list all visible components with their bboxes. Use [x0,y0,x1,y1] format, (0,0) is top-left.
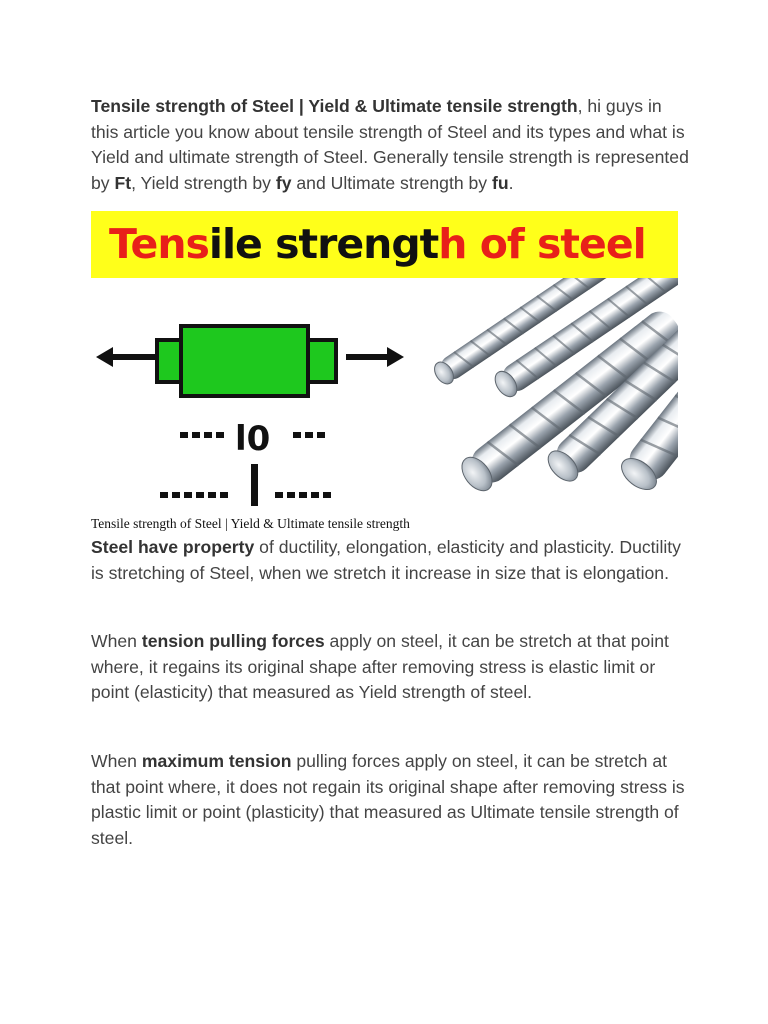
banner-title-part-1: Tens [109,220,209,268]
elongated-length-marks [160,464,331,506]
steel-rebars-image [426,278,678,514]
steel-property-paragraph [91,535,691,586]
banner-title-part-3: h of steel [438,220,646,268]
max-tension-text-0: When [91,751,142,771]
specimen-icon [157,326,336,396]
intro-text-3: and Ultimate strength by [291,172,492,193]
article-title-bold: Tensile strength of Steel | Yield & Ultimate tensile strength [91,96,578,116]
ft-symbol: Ft [114,172,132,193]
tensile-diagram [91,278,678,514]
intro-text-2: , Yield strength by [131,172,276,193]
max-tension-bold: maximum tension [141,751,292,771]
tension-bold: tension pulling forces [141,631,325,651]
tension-text-1: apply on steel, it can be stretch at that point where, it regains its original shape after removing stress is elastic limit or point (elasticity) that measured as Yield strength of steel. [91,631,669,702]
intro-paragraph [91,94,691,196]
figure-caption: Tensile strength of Steel | Yield & Ultimate tensile strength [91,516,410,531]
steel-property-bold: Steel have property [91,537,255,557]
gauge-label: l0 [235,419,271,459]
banner-title-part-2: ile strengt [208,220,439,268]
figure-banner [91,211,678,278]
banner-title [109,217,646,271]
steel-property-text: of ductility, elongation, elasticity and plasticity. Ductility is stretching of Steel, when we stretch it increase in size that is elongation. [91,537,681,583]
tension-paragraph [91,629,691,706]
tension-text-0: When [91,631,142,651]
right-arrow-icon [346,347,404,367]
fy-symbol: fy [275,172,292,193]
intro-text-1: , hi guys in this article you know about tensile strength of Steel and its types and what is Yield and ultimate strength of Steel. Generally tensile strength is represented by [91,96,689,193]
left-arrow-icon [96,347,159,367]
max-tension-paragraph [91,749,691,851]
intro-text-4: . [508,172,514,193]
fu-symbol: fu [491,172,509,193]
article-figure [91,211,678,514]
max-tension-text-1: pulling forces apply on steel, it can be stretch at that point where, it does not regain its original shape after removing stress is plastic limit or point (plasticity) that measured as Ultimate tensile strength of steel. [91,751,685,848]
